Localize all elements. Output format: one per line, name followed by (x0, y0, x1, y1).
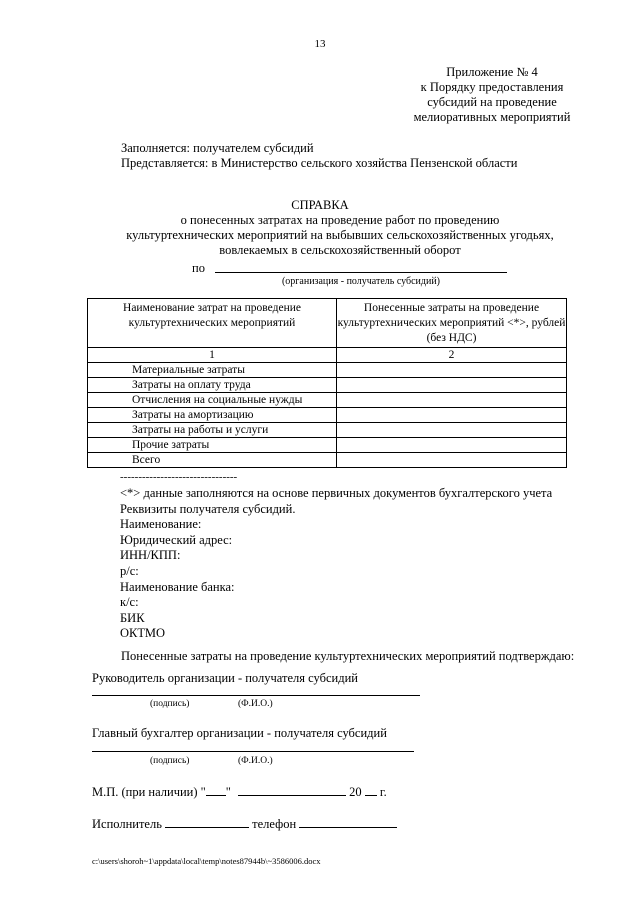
row-label: Всего (88, 453, 337, 468)
row-value (337, 393, 567, 408)
document-title: СПРАВКА (291, 198, 349, 212)
table-row (88, 453, 567, 468)
month-blank (238, 785, 346, 796)
requisite-bik: БИК (120, 610, 145, 625)
year-prefix: 20 (349, 785, 362, 799)
filled-by: Заполняется: получателем субсидий (121, 141, 314, 155)
col1-number: 1 (88, 348, 337, 363)
requisite-bank: Наименование банка: (120, 579, 235, 594)
footnote-separator: -------------------------------- (120, 471, 238, 483)
requisites-block (120, 486, 552, 642)
row-label: Материальные затраты (88, 363, 337, 378)
requisite-oktmo: ОКТМО (120, 626, 165, 641)
accountant-sign-caption: (подпись) (150, 756, 190, 766)
table-header-row (88, 299, 567, 348)
head-signature-line (92, 695, 420, 696)
executor-blank (165, 817, 249, 828)
submission-info (121, 141, 517, 171)
year-blank (365, 785, 377, 796)
subtitle-line-2: культуртехнических мероприятий на выбывших сельскохозяйственных угодьях, (126, 228, 554, 242)
head-sign-caption: (подпись) (150, 699, 190, 709)
page-number: 13 (314, 38, 326, 50)
table-row (88, 423, 567, 438)
confirmation-text: Понесенные затраты на проведение культуртехнических мероприятий подтверждаю: (121, 649, 575, 663)
day-blank (206, 785, 226, 796)
accountant-signature-line (92, 751, 414, 752)
requisites-heading: Реквизиты получателя субсидий. (120, 501, 296, 516)
table-row (88, 393, 567, 408)
table-row (88, 408, 567, 423)
submitted-to: Представляется: в Министерство сельского хозяйства Пензенской области (121, 156, 518, 170)
table-row (88, 363, 567, 378)
row-value (337, 438, 567, 453)
requisite-name: Наименование: (120, 517, 202, 532)
requisite-address: Юридический адрес: (120, 532, 233, 547)
appendix-line-3: субсидий на проведение (427, 95, 557, 109)
table-row (88, 378, 567, 393)
col1-header: Наименование затрат на проведение культуртехнических мероприятий (88, 299, 337, 348)
col2-header: Понесенные затраты на проведение культуртехнических мероприятий <*>, рублей (без НДС) (337, 299, 567, 348)
subtitle-line-3: вовлекаемых в сельскохозяйственный оборот (219, 243, 461, 257)
row-value (337, 363, 567, 378)
appendix-line-2: к Порядку предоставления (420, 80, 564, 94)
footnote: <*> данные заполняются на основе первичных документов бухгалтерского учета (120, 486, 553, 500)
table-number-row (88, 348, 567, 363)
table-row (88, 438, 567, 453)
executor-label: Исполнитель (92, 817, 162, 831)
phone-label: телефон (252, 817, 297, 831)
subtitle-line-1: о понесенных затратах на проведение работ по проведению (180, 213, 500, 227)
organization-fill-line (215, 272, 507, 273)
row-value (337, 453, 567, 468)
stamp-date-line (92, 785, 387, 800)
requisite-account: р/с: (120, 563, 139, 578)
row-label: Затраты на работы и услуги (88, 423, 337, 438)
row-label: Отчисления на социальные нужды (88, 393, 337, 408)
row-value (337, 423, 567, 438)
accountant-role: Главный бухгалтер организации - получателя субсидий (92, 726, 387, 740)
executor-line (92, 817, 397, 832)
row-label: Затраты на оплату труда (88, 378, 337, 393)
phone-blank (299, 817, 397, 828)
mp-quote-close: " (225, 785, 231, 799)
mp-label: М.П. (при наличии) " (92, 785, 206, 799)
requisite-inn: ИНН/КПП: (120, 548, 181, 563)
head-role: Руководитель организации - получателя субсидий (92, 671, 358, 685)
requisite-corr: к/с: (120, 595, 139, 610)
row-value (337, 378, 567, 393)
document-subtitle (110, 213, 570, 258)
appendix-line-4: мелиоративных мероприятий (413, 110, 571, 124)
col2-number: 2 (337, 348, 567, 363)
row-label: Прочие затраты (88, 438, 337, 453)
appendix-block (402, 65, 582, 125)
appendix-line-1: Приложение № 4 (446, 65, 538, 79)
row-label: Затраты на амортизацию (88, 408, 337, 423)
organization-caption: (организация - получатель субсидий) (281, 276, 441, 287)
file-path: c:\users\shoroh~1\appdata\local\temp\notes87944b\~3586006.docx (92, 856, 321, 866)
head-fio-caption: (Ф.И.О.) (238, 699, 273, 709)
row-value (337, 408, 567, 423)
cost-table (87, 298, 567, 468)
year-suffix: г. (379, 785, 387, 799)
accountant-fio-caption: (Ф.И.О.) (238, 756, 273, 766)
po-label: по (192, 261, 205, 275)
